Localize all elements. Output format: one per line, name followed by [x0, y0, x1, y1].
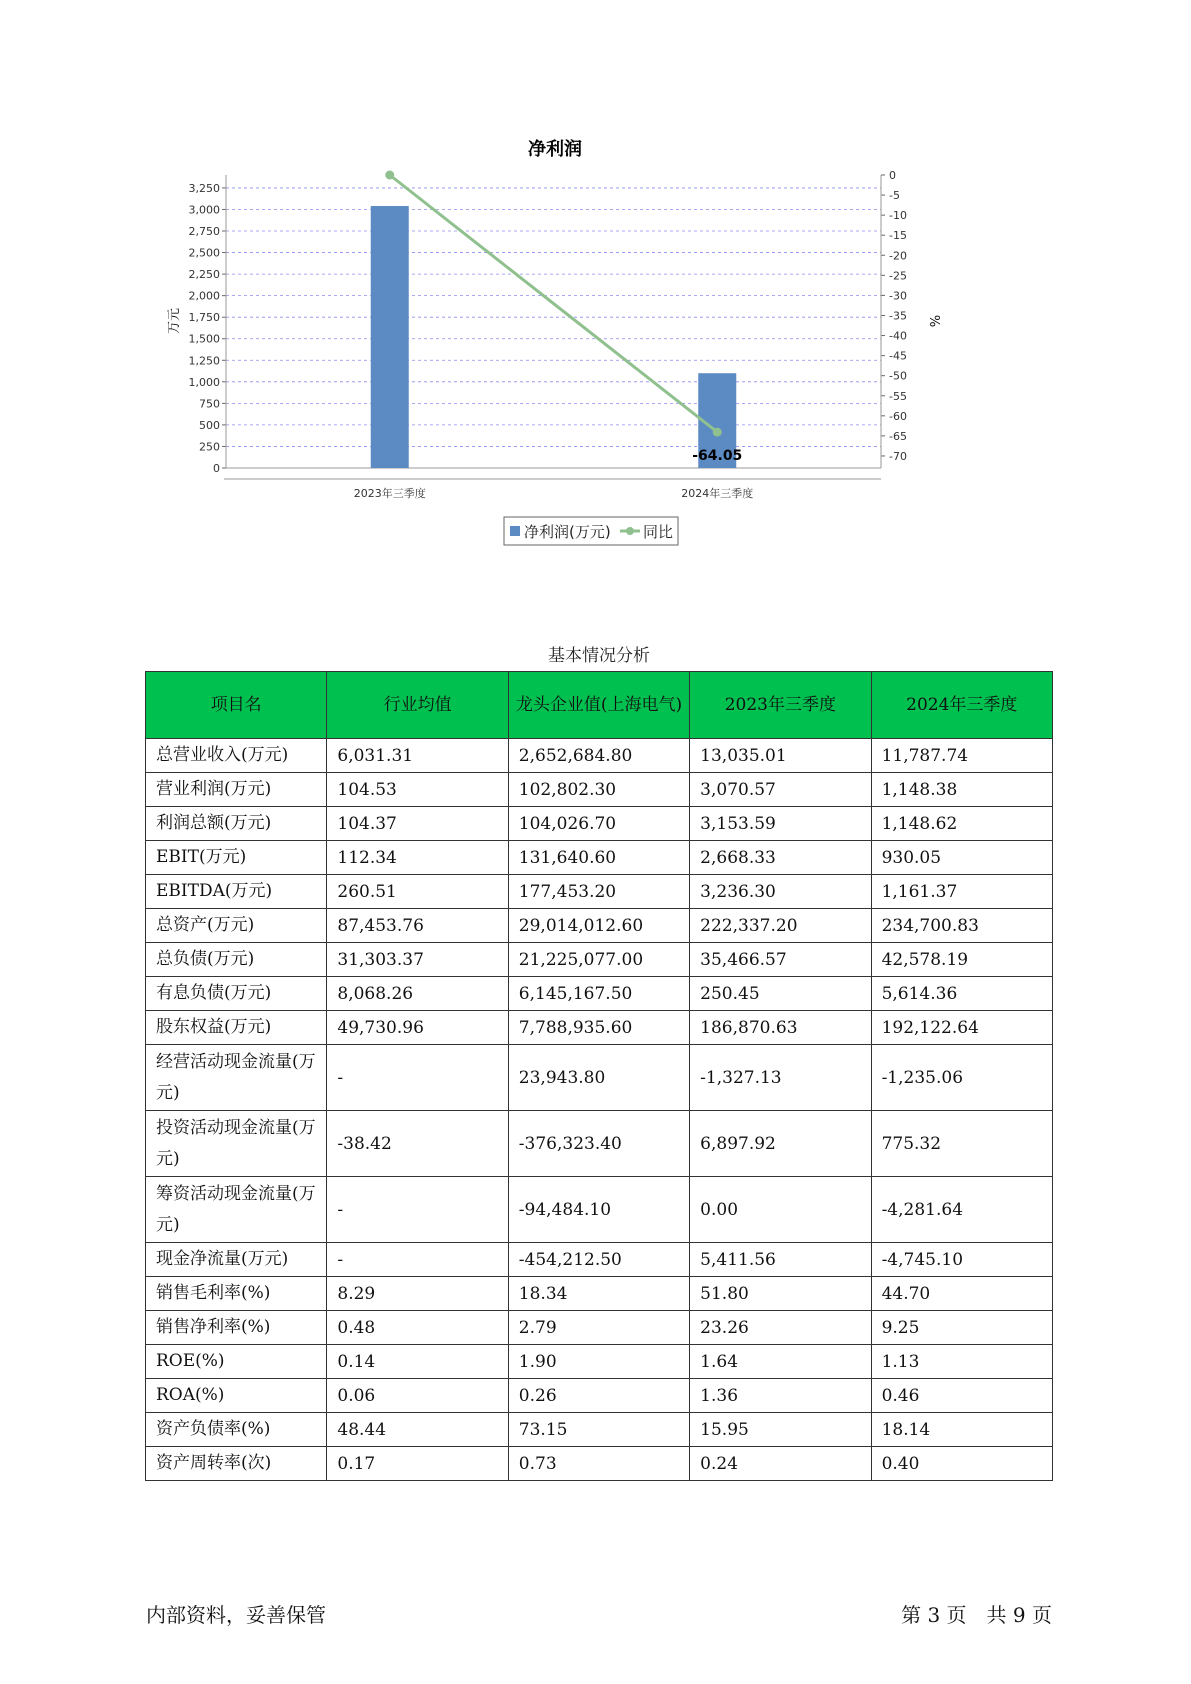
value-cell: 3,070.57 — [690, 773, 871, 807]
y-tick-label: 1,250 — [188, 354, 220, 368]
value-cell: 0.73 — [508, 1447, 689, 1481]
value-cell: 104,026.70 — [508, 807, 689, 841]
table-row — [146, 739, 1053, 773]
row-label-cell: ROE(%) — [146, 1345, 327, 1379]
table-row — [146, 1413, 1053, 1447]
row-label-cell: 股东权益(万元) — [146, 1011, 327, 1045]
value-cell: 5,614.36 — [871, 977, 1052, 1011]
value-cell: 2.79 — [508, 1311, 689, 1345]
bar — [371, 206, 409, 468]
footer-confidential: 内部资料，妥善保管 — [146, 1603, 326, 1627]
y-axis-label: 万元 — [167, 307, 182, 335]
row-label-cell: ROA(%) — [146, 1379, 327, 1413]
value-cell: 23.26 — [690, 1311, 871, 1345]
value-cell: 1,148.38 — [871, 773, 1052, 807]
value-cell: 234,700.83 — [871, 909, 1052, 943]
value-cell: 0.17 — [327, 1447, 508, 1481]
value-cell: 23,943.80 — [508, 1045, 689, 1111]
y2-tick-label: -50 — [889, 369, 907, 383]
value-cell: 18.34 — [508, 1277, 689, 1311]
table-header-row — [146, 672, 1053, 739]
y2-tick-label: -45 — [889, 349, 907, 363]
table-row — [146, 1379, 1053, 1413]
table-header-cell: 龙头企业值(上海电气) — [508, 672, 689, 739]
y-tick-label: 2,500 — [188, 246, 220, 260]
value-cell: - — [327, 1243, 508, 1277]
y2-tick-label: -10 — [889, 209, 907, 223]
value-cell: 930.05 — [871, 841, 1052, 875]
value-cell: 1,148.62 — [871, 807, 1052, 841]
legend-line-marker — [626, 527, 634, 535]
value-cell: 186,870.63 — [690, 1011, 871, 1045]
value-cell: 35,466.57 — [690, 943, 871, 977]
table-caption: 基本情况分析 — [548, 646, 650, 666]
value-cell: 6,031.31 — [327, 739, 508, 773]
row-label-cell: EBITDA(万元) — [146, 875, 327, 909]
y2-tick-label: 0 — [889, 169, 896, 182]
value-cell: 2,668.33 — [690, 841, 871, 875]
table-row — [146, 977, 1053, 1011]
legend-bar-swatch — [510, 526, 520, 536]
value-cell: 11,787.74 — [871, 739, 1052, 773]
value-cell: 9.25 — [871, 1311, 1052, 1345]
y-tick-label: 2,750 — [188, 225, 220, 239]
value-cell: 0.48 — [327, 1311, 508, 1345]
table-row — [146, 909, 1053, 943]
row-label-cell: 销售毛利率(%) — [146, 1277, 327, 1311]
value-cell: 49,730.96 — [327, 1011, 508, 1045]
value-cell: -94,484.10 — [508, 1177, 689, 1243]
value-cell: 222,337.20 — [690, 909, 871, 943]
chart-title: 净利润 — [528, 139, 582, 160]
table-row — [146, 1243, 1053, 1277]
row-label-cell: 总营业收入(万元) — [146, 739, 327, 773]
value-cell: -376,323.40 — [508, 1111, 689, 1177]
value-cell: 44.70 — [871, 1277, 1052, 1311]
value-cell: -38.42 — [327, 1111, 508, 1177]
y-tick-label: 2,000 — [188, 289, 220, 303]
table-header-cell: 项目名 — [146, 672, 327, 739]
value-cell: 21,225,077.00 — [508, 943, 689, 977]
y2-tick-label: -65 — [889, 429, 907, 443]
table-row — [146, 807, 1053, 841]
table-row — [146, 875, 1053, 909]
value-cell: 260.51 — [327, 875, 508, 909]
value-cell: 192,122.64 — [871, 1011, 1052, 1045]
y2-axis-label: % — [926, 314, 941, 328]
value-cell: - — [327, 1177, 508, 1243]
yoy-line — [390, 175, 718, 432]
table-row — [146, 773, 1053, 807]
y-tick-label: 2,250 — [188, 268, 220, 282]
y-tick-label: 500 — [199, 418, 220, 432]
row-label-cell: 营业利润(万元) — [146, 773, 327, 807]
y2-tick-label: -20 — [889, 249, 907, 263]
table-row — [146, 1311, 1053, 1345]
table-row — [146, 1177, 1053, 1243]
legend-bar-label: 净利润(万元) — [524, 523, 611, 541]
value-cell: - — [327, 1045, 508, 1111]
value-cell: 1.36 — [690, 1379, 871, 1413]
value-cell: 42,578.19 — [871, 943, 1052, 977]
line-point — [713, 428, 722, 437]
value-cell: 5,411.56 — [690, 1243, 871, 1277]
table-row — [146, 1447, 1053, 1481]
table-header-cell: 行业均值 — [327, 672, 508, 739]
value-cell: -1,235.06 — [871, 1045, 1052, 1111]
y2-tick-label: -40 — [889, 329, 907, 343]
y2-tick-label: -25 — [889, 269, 907, 283]
value-cell: 3,236.30 — [690, 875, 871, 909]
value-cell: -4,745.10 — [871, 1243, 1052, 1277]
table-header-cell: 2024年三季度 — [871, 672, 1052, 739]
y2-tick-label: -15 — [889, 229, 907, 243]
y-tick-label: 750 — [199, 397, 220, 411]
table-row — [146, 1345, 1053, 1379]
y2-tick-label: -60 — [889, 409, 907, 423]
y2-tick-label: -30 — [889, 289, 907, 303]
y-tick-label: 3,000 — [188, 203, 220, 217]
row-label-cell: 利润总额(万元) — [146, 807, 327, 841]
table-row — [146, 1111, 1053, 1177]
table-row — [146, 943, 1053, 977]
table-row — [146, 1011, 1053, 1045]
line-point — [385, 171, 394, 180]
y-tick-label: 0 — [213, 462, 220, 475]
value-cell: 1.13 — [871, 1345, 1052, 1379]
row-label-cell: 现金净流量(万元) — [146, 1243, 327, 1277]
value-cell: -454,212.50 — [508, 1243, 689, 1277]
table-row — [146, 1045, 1053, 1111]
value-cell: 73.15 — [508, 1413, 689, 1447]
value-cell: 0.26 — [508, 1379, 689, 1413]
y-tick-label: 1,000 — [188, 375, 220, 389]
value-cell: 7,788,935.60 — [508, 1011, 689, 1045]
value-cell: 31,303.37 — [327, 943, 508, 977]
value-cell: 0.46 — [871, 1379, 1052, 1413]
data-label: -64.05 — [692, 448, 743, 465]
value-cell: 1,161.37 — [871, 875, 1052, 909]
row-label-cell: EBIT(万元) — [146, 841, 327, 875]
y-tick-label: 1,750 — [188, 311, 220, 325]
value-cell: 8.29 — [327, 1277, 508, 1311]
row-label-cell: 资产负债率(%) — [146, 1413, 327, 1447]
value-cell: 2,652,684.80 — [508, 739, 689, 773]
chart-canvas — [150, 135, 1050, 595]
row-label-cell: 资产周转率(次) — [146, 1447, 327, 1481]
net-profit-chart — [150, 135, 1050, 595]
value-cell: 51.80 — [690, 1277, 871, 1311]
value-cell: 0.06 — [327, 1379, 508, 1413]
y2-tick-label: -70 — [889, 449, 907, 463]
value-cell: 1.64 — [690, 1345, 871, 1379]
analysis-table — [145, 671, 1053, 1481]
value-cell: 13,035.01 — [690, 739, 871, 773]
value-cell: 131,640.60 — [508, 841, 689, 875]
value-cell: 6,145,167.50 — [508, 977, 689, 1011]
value-cell: 0.00 — [690, 1177, 871, 1243]
value-cell: 29,014,012.60 — [508, 909, 689, 943]
row-label-cell: 投资活动现金流量(万元) — [146, 1111, 327, 1177]
table-header-cell: 2023年三季度 — [690, 672, 871, 739]
y2-tick-label: -35 — [889, 309, 907, 323]
value-cell: 177,453.20 — [508, 875, 689, 909]
row-label-cell: 有息负债(万元) — [146, 977, 327, 1011]
value-cell: 104.53 — [327, 773, 508, 807]
value-cell: 104.37 — [327, 807, 508, 841]
value-cell: 250.45 — [690, 977, 871, 1011]
value-cell: 0.40 — [871, 1447, 1052, 1481]
row-label-cell: 筹资活动现金流量(万元) — [146, 1177, 327, 1243]
value-cell: 102,802.30 — [508, 773, 689, 807]
x-tick-label: 2024年三季度 — [681, 487, 754, 500]
table-row — [146, 841, 1053, 875]
value-cell: 48.44 — [327, 1413, 508, 1447]
value-cell: -1,327.13 — [690, 1045, 871, 1111]
y2-tick-label: -5 — [889, 189, 900, 203]
value-cell: 18.14 — [871, 1413, 1052, 1447]
value-cell: 112.34 — [327, 841, 508, 875]
y-tick-label: 250 — [199, 440, 220, 454]
footer-page-number: 第 3 页 共 9 页 — [901, 1603, 1052, 1627]
row-label-cell: 经营活动现金流量(万元) — [146, 1045, 327, 1111]
y-tick-label: 1,500 — [188, 332, 220, 346]
value-cell: 87,453.76 — [327, 909, 508, 943]
value-cell: 775.32 — [871, 1111, 1052, 1177]
row-label-cell: 销售净利率(%) — [146, 1311, 327, 1345]
row-label-cell: 总负债(万元) — [146, 943, 327, 977]
value-cell: 15.95 — [690, 1413, 871, 1447]
value-cell: 6,897.92 — [690, 1111, 871, 1177]
value-cell: 0.14 — [327, 1345, 508, 1379]
x-tick-label: 2023年三季度 — [353, 487, 426, 500]
value-cell: 3,153.59 — [690, 807, 871, 841]
value-cell: -4,281.64 — [871, 1177, 1052, 1243]
y-tick-label: 3,250 — [188, 181, 220, 195]
value-cell: 0.24 — [690, 1447, 871, 1481]
value-cell: 8,068.26 — [327, 977, 508, 1011]
row-label-cell: 总资产(万元) — [146, 909, 327, 943]
table-row — [146, 1277, 1053, 1311]
y2-tick-label: -55 — [889, 389, 907, 403]
legend-line-label: 同比 — [643, 523, 674, 541]
value-cell: 1.90 — [508, 1345, 689, 1379]
